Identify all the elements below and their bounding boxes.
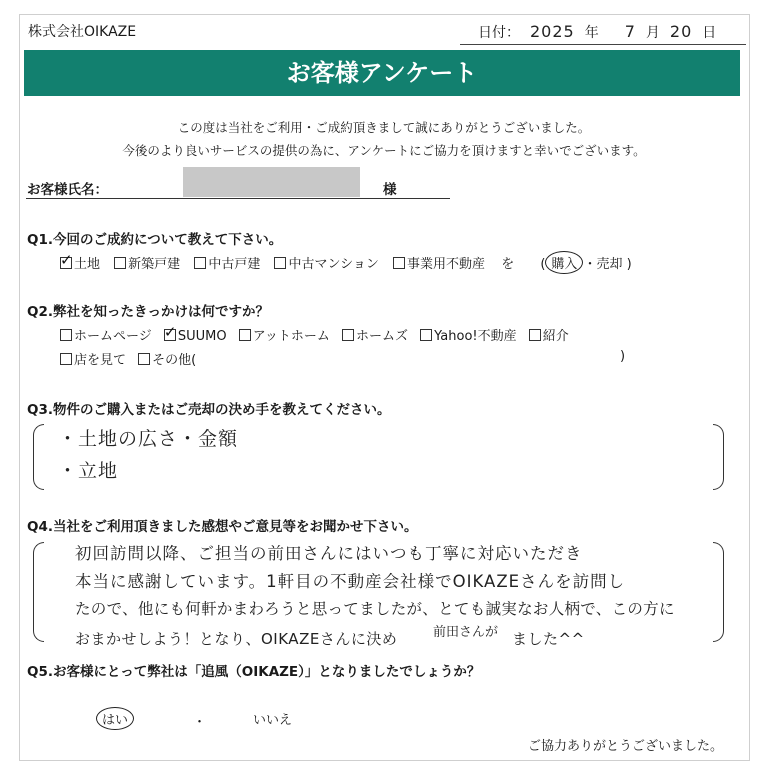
customer-name-suffix: 様	[383, 182, 397, 198]
q3-bracket-left	[33, 424, 44, 490]
q4-bracket-right	[713, 542, 724, 642]
q2-option-yahoo[interactable]: Yahoo!不動産	[420, 329, 516, 344]
checkbox	[114, 257, 126, 269]
q2-options-row1	[60, 325, 569, 344]
q1-option-used-house[interactable]: 中古戸建	[194, 257, 260, 272]
footer-thanks: ご協力ありがとうございました。	[528, 739, 724, 754]
date-field	[478, 22, 716, 42]
q3-answer-2: ・立地	[58, 460, 119, 482]
q1-question: Q1.今回のご成約について教えて下さい。	[27, 232, 283, 248]
q5-dot: ・	[193, 715, 207, 730]
q2-options-row2	[60, 349, 196, 368]
q4-line-4: おまかせしよう！となり、OIKAZEさんに決め	[75, 630, 398, 648]
q3-question: Q3.物件のご購入またはご売却の決め手を教えてください。	[27, 402, 391, 418]
q5-yes-label: はい	[96, 707, 134, 730]
q5-no-option[interactable]: いいえ	[253, 713, 293, 728]
q4-question: Q4.当社をご利用頂きました感想やご意見等をお聞かせ下さい。	[27, 519, 418, 535]
intro-line-2: 今後のより良いサービスの提供の為に、アンケートにご協力を頂けますと幸いでございます。	[122, 143, 646, 158]
q1-open-paren: (	[540, 257, 546, 272]
date-day: 20	[669, 22, 693, 41]
q2-option-homes[interactable]: ホームズ	[342, 329, 408, 344]
q2-question: Q2.弊社を知ったきっかけは何ですか？	[27, 304, 269, 320]
q1-option-business[interactable]: 事業用不動産	[393, 257, 485, 272]
day-unit: 日	[702, 25, 717, 41]
checkbox	[420, 329, 432, 341]
q3-answer-1: ・土地の広さ・金額	[58, 428, 239, 450]
q5-yes-option[interactable]	[96, 707, 134, 730]
q2-option-other[interactable]: その他(	[138, 353, 196, 368]
checkbox	[393, 257, 405, 269]
q1-sell-option[interactable]: 売却	[596, 257, 623, 272]
intro-line-1: この度は当社をご利用・ご成約頂きまして誠にありがとうございました。	[177, 120, 591, 135]
q1-option-land[interactable]: ✓土地	[60, 257, 100, 272]
redacted-name	[183, 167, 360, 197]
checkbox	[239, 329, 251, 341]
checkbox-checked	[60, 257, 72, 269]
q2-option-referral[interactable]: 紹介	[529, 329, 569, 344]
q1-option-used-mansion[interactable]: 中古マンション	[274, 257, 378, 272]
q2-option-store[interactable]: 店を見て	[60, 353, 126, 368]
date-year: 2025	[530, 22, 575, 41]
checkbox	[274, 257, 286, 269]
q2-option-athome[interactable]: アットホーム	[239, 329, 330, 344]
q4-line-3: たので、他にも何軒かまわろうと思ってましたが、とても誠実なお人柄で、この方に	[75, 600, 675, 618]
customer-name-underline	[26, 198, 450, 199]
company-name: 株式会社OIKAZE	[28, 24, 137, 40]
q4-line-2: 本当に感謝しています。1軒目の不動産会社様でOIKAZEさんを訪問し	[75, 572, 626, 591]
q2-option-suumo[interactable]: ✓ SUUMO	[164, 329, 227, 344]
q1-options	[60, 251, 632, 274]
q2-option-homepage[interactable]: ホームページ	[60, 329, 152, 344]
checkbox	[529, 329, 541, 341]
q4-insertion: 前田さんが	[433, 625, 499, 640]
q5-question: Q5.お客様にとって弊社は「追風（OIKAZE）」となりましたでしょうか？	[27, 664, 481, 680]
date-month: 7	[624, 22, 636, 41]
date-underline	[460, 44, 746, 45]
survey-title: お客様アンケート	[24, 50, 740, 96]
q1-option-new-house[interactable]: 新築戸建	[114, 257, 180, 272]
q1-dot: ・	[583, 257, 597, 272]
checkbox	[342, 329, 354, 341]
q1-close-paren: )	[626, 257, 632, 272]
q4-bracket-left	[33, 542, 44, 642]
month-unit: 月	[645, 25, 660, 41]
q4-line-5: ました^^	[512, 630, 585, 648]
q3-bracket-right	[713, 424, 724, 490]
year-unit: 年	[584, 25, 599, 41]
customer-name-label: お客様氏名：	[27, 182, 108, 198]
q1-wo: を	[501, 257, 515, 272]
q1-buy-option[interactable]: 購入	[545, 251, 583, 274]
checkbox	[60, 329, 72, 341]
q2-other-close: )	[620, 349, 626, 364]
checkbox	[194, 257, 206, 269]
checkbox-checked	[164, 329, 176, 341]
checkbox	[60, 353, 72, 365]
checkbox	[138, 353, 150, 365]
q4-line-1: 初回訪問以降、ご担当の前田さんにはいつも丁寧に対応いただき	[75, 544, 583, 563]
date-label: 日付：	[478, 25, 520, 41]
